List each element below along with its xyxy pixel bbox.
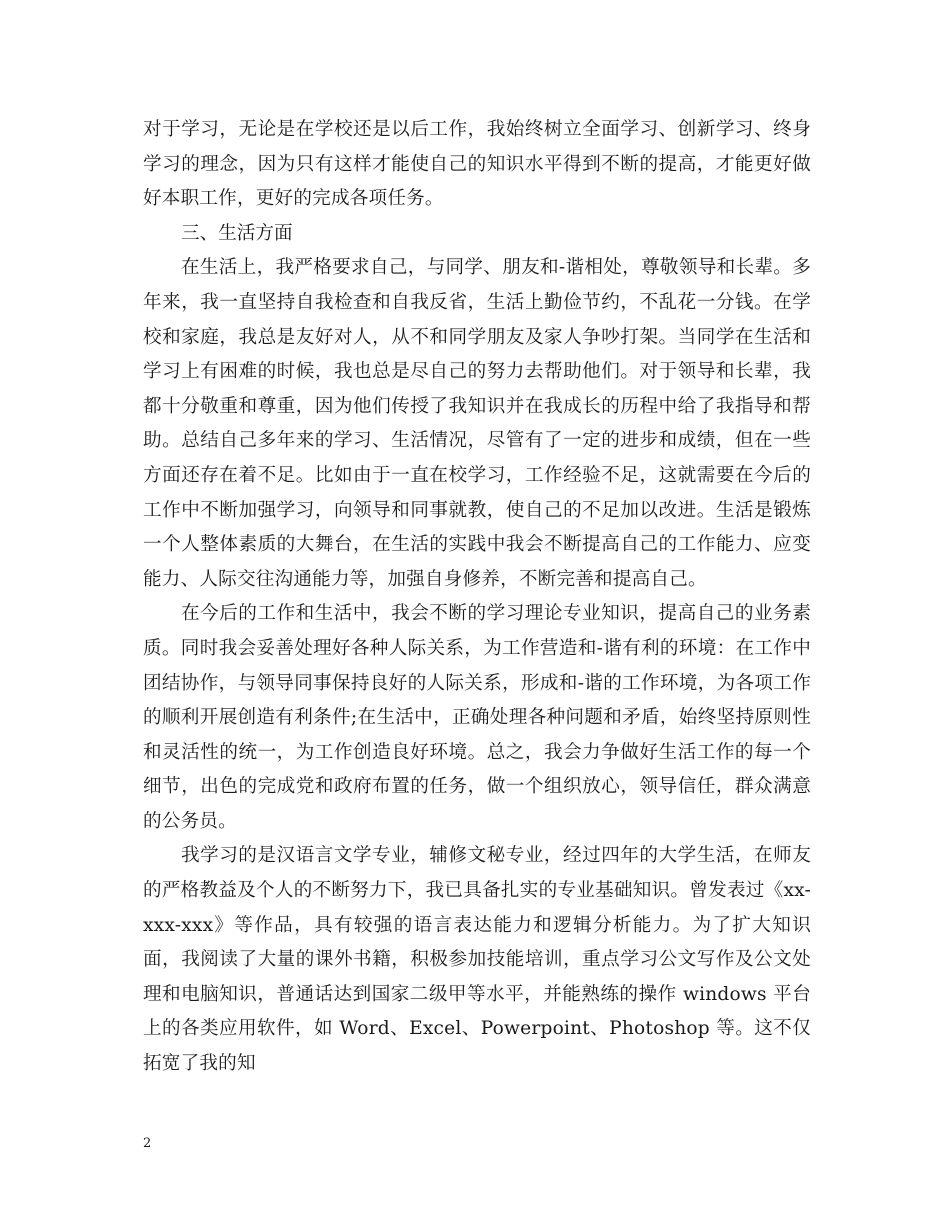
paragraph-life: 在生活上，我严格要求自己，与同学、朋友和-谐相处，尊敬领导和长辈。多年来，我一直坚持自我检查和自我反省，生活上勤俭节约，不乱花一分钱。在学校和家庭，我总是友好对人，从不和同学朋友及家人争吵打架。当同学在生活和学习上有困难的时候，我也总是尽自己的努力去帮助他们。对于领导和长辈，我都十分敬重和尊重，因为他们传授了我知识并在我成长的历程中给了我指导和帮助。总结自己多年来的学习、生活情况，尽管有了一定的进步和成绩，但在一些方面还存在着不足。比如由于一直在校学习，工作经验不足，这就需要在今后的工作中不断加强学习，向领导和同事就教，使自己的不足加以改进。生活是锻炼一个人整体素质的大舞台，在生活的实践中我会不断提高自己的工作能力、应变能力、人际交往沟通能力等，加强自身修养，不断完善和提高自己。 — [143, 257, 811, 590]
body-text — [143, 113, 811, 1082]
page-number: 2 — [143, 1136, 152, 1151]
section-heading-life: 三、生活方面 — [181, 222, 293, 244]
paragraph-major: 我学习的是汉语言文学专业，辅修文秘专业，经过四年的大学生活，在师友的严格教益及个人的不断努力下，我已具备扎实的专业基础知识。曾发表过《xx-xxx-xxx》等作品，具有较强的语言表达能力和逻辑分析能力。为了扩大知识面，我阅读了大量的课外书籍，积极参加技能培训，重点学习公文写作及公文处理和电脑知识，普通话达到国家二级甲等水平，并能熟练的操作 windows 平台上的各类应用软件，如 Word、Excel、Powerpoint、Photoshop 等。这不仅拓宽了我的知 — [143, 845, 811, 1075]
paragraph-future: 在今后的工作和生活中，我会不断的学习理论专业知识，提高自己的业务素质。同时我会妥善处理好各种人际关系，为工作营造和-谐有利的环境：在工作中团结协作，与领导同事保持良好的人际关系，形成和-谐的工作环境，为各项工作的顺利开展创造有利条件;在生活中，正确处理各种问题和矛盾，始终坚持原则性和灵活性的统一，为工作创造良好环境。总之，我会力争做好生活工作的每一个细节，出色的完成党和政府布置的任务，做一个组织放心，领导信任，群众满意的公务员。 — [143, 603, 811, 832]
paragraph-study: 对于学习，无论是在学校还是以后工作，我始终树立全面学习、创新学习、终身学习的理念，因为只有这样才能使自己的知识水平得到不断的提高，才能更好做好本职工作，更好的完成各项任务。 — [143, 119, 811, 210]
